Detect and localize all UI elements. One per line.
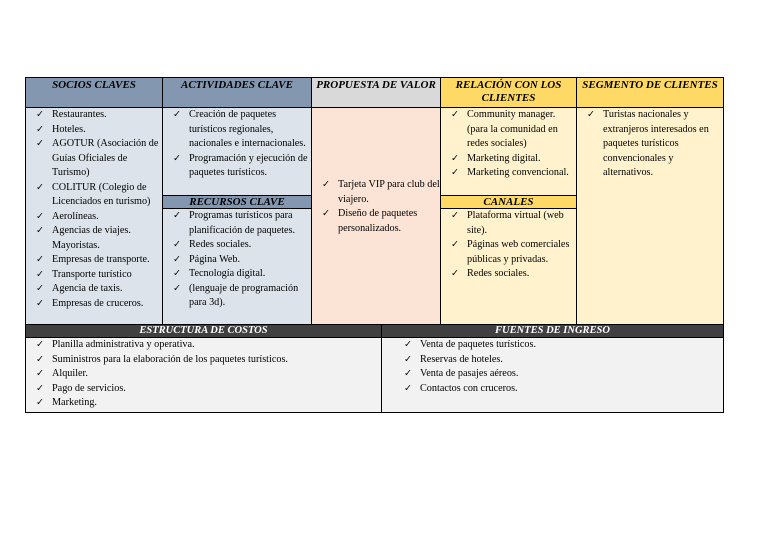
- relacion-clientes-list: [441, 108, 576, 195]
- segmento-clientes-header: SEGMENTO DE CLIENTES: [577, 78, 723, 108]
- relacion-clientes-column: [440, 77, 577, 325]
- list-item: ✓ Agencia de taxis.: [26, 282, 162, 297]
- socios-claves-header: SOCIOS CLAVES: [26, 78, 162, 108]
- recursos-clave-header: RECURSOS CLAVE: [163, 195, 311, 209]
- propuesta-valor-list: [312, 178, 440, 236]
- actividades-clave-list: [163, 108, 311, 195]
- list-item: ✓ Marketing convencional.: [441, 166, 576, 181]
- socios-claves-column: [25, 77, 163, 325]
- segmento-clientes-list: [577, 108, 723, 181]
- list-item: ✓ Marketing digital.: [441, 152, 576, 167]
- list-item: ✓ Página Web.: [163, 253, 311, 268]
- list-item: ✓ AGOTUR (Asociación de Guías Oficiales de Turismo): [26, 137, 162, 181]
- fuentes-ingreso-body: [381, 337, 724, 413]
- list-item: ✓ Suministros para la elaboración de los paquetes turísticos.: [26, 353, 381, 368]
- list-item: ✓ Venta de paquetes turísticos.: [394, 338, 723, 353]
- actividades-clave-header: ACTIVIDADES CLAVE: [163, 78, 311, 108]
- list-item: ✓ Transporte turístico: [26, 268, 162, 283]
- list-item: ✓ Community manager. (para la comunidad en redes sociales): [441, 108, 576, 152]
- list-item: ✓ Tecnología digital.: [163, 267, 311, 282]
- list-item: ✓ Venta de pasajes aéreos.: [394, 367, 723, 382]
- relacion-clientes-header: RELACIÓN CON LOS CLIENTES: [441, 78, 576, 108]
- canales-list: [441, 209, 576, 282]
- list-item: ✓ Marketing.: [26, 396, 381, 411]
- list-item: ✓ Plataforma virtual (web site).: [441, 209, 576, 238]
- list-item: ✓ Tarjeta VIP para club del viajero.: [312, 178, 440, 207]
- list-item: ✓ Diseño de paquetes personalizados.: [312, 207, 440, 236]
- list-item: ✓ Aerolíneas.: [26, 210, 162, 225]
- list-item: ✓ Redes sociales.: [163, 238, 311, 253]
- business-model-canvas: [25, 77, 724, 413]
- socios-claves-list: [26, 108, 162, 311]
- list-item: ✓ Contactos con cruceros.: [394, 382, 723, 397]
- estructura-costos-header: ESTRUCTURA DE COSTOS: [25, 324, 382, 338]
- list-item: ✓ (lenguaje de programación para 3d).: [163, 282, 311, 311]
- fuentes-ingreso-list: [382, 338, 723, 396]
- canales-header: CANALES: [441, 195, 576, 209]
- actividades-clave-column: [162, 77, 312, 325]
- propuesta-valor-column: [311, 77, 441, 325]
- list-item: ✓ Creación de paquetes turísticos regionales, nacionales e internacionales.: [163, 108, 311, 152]
- recursos-clave-list: [163, 209, 311, 311]
- list-item: ✓ Agencias de viajes. Mayoristas.: [26, 224, 162, 253]
- list-item: ✓ Pago de servicios.: [26, 382, 381, 397]
- list-item: ✓ Páginas web comerciales públicas y privadas.: [441, 238, 576, 267]
- list-item: ✓ COLITUR (Colegio de Licenciados en turismo): [26, 181, 162, 210]
- list-item: ✓ Reservas de hoteles.: [394, 353, 723, 368]
- list-item: ✓ Hoteles.: [26, 123, 162, 138]
- fuentes-ingreso-header: FUENTES DE INGRESO: [381, 324, 724, 338]
- propuesta-valor-header: PROPUESTA DE VALOR: [312, 78, 440, 108]
- estructura-costos-list: [26, 338, 381, 411]
- list-item: ✓ Alquiler.: [26, 367, 381, 382]
- list-item: ✓ Redes sociales.: [441, 267, 576, 282]
- list-item: ✓ Turistas nacionales y extranjeros interesados en paquetes turísticos convencionales y alternativos.: [577, 108, 723, 181]
- list-item: ✓ Empresas de cruceros.: [26, 297, 162, 312]
- list-item: ✓ Planilla administrativa y operativa.: [26, 338, 381, 353]
- segmento-clientes-column: [576, 77, 724, 325]
- list-item: ✓ Programación y ejecución de paquetes turísticos.: [163, 152, 311, 181]
- list-item: ✓ Empresas de transporte.: [26, 253, 162, 268]
- estructura-costos-body: [25, 337, 382, 413]
- list-item: ✓ Restaurantes.: [26, 108, 162, 123]
- list-item: ✓ Programas turísticos para planificación de paquetes.: [163, 209, 311, 238]
